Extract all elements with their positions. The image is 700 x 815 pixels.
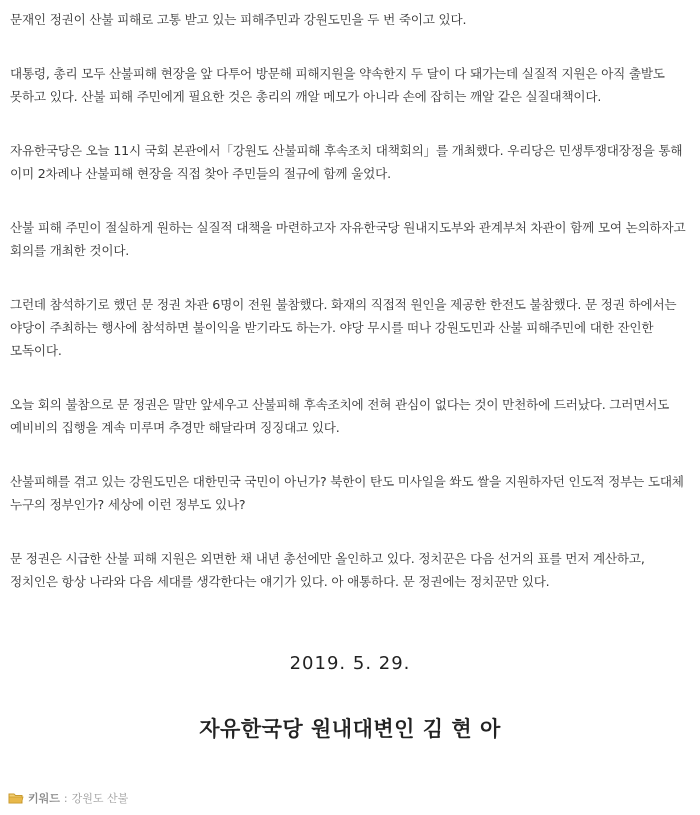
statement-paragraph: 그런데 참석하기로 했던 문 정권 차관 6명이 전원 불참했다. 화재의 직접적 원인을 제공한 한전도 불참했다. 문 정권 하에서는 야당이 주최하는 행사에 참석하면 불이익을 받기라도 하는가. 야당 무시를 떠나 강원도민과 산불 피해주민에 대한 잔인한 모독이다. — [10, 297, 677, 358]
folder-icon — [8, 792, 24, 804]
keyword-separator: : — [63, 791, 68, 805]
statement-paragraph: 산불피해를 겪고 있는 강원도민은 대한민국 국민이 아닌가? 북한이 탄도 미사일을 쏴도 쌀을 지원하자던 인도적 정부는 도대체 누구의 정부인가? 세상에 이런 정부도 있나? — [10, 474, 684, 512]
statement-paragraph: 자유한국당은 오늘 11시 국회 본관에서「강원도 산불피해 후속조치 대책회의」를 개최했다. 우리당은 민생투쟁대장정을 통해 이미 2차례나 산불피해 현장을 직접 찾아 주민들의 절규에 함께 울었다. — [10, 143, 683, 181]
statement-paragraph: 산불 피해 주민이 절실하게 원하는 실질적 대책을 마련하고자 자유한국당 원내지도부와 관계부처 차관이 함께 모여 논의하자고 회의를 개최한 것이다. — [10, 220, 686, 258]
keyword-bar — [8, 789, 128, 807]
keyword-label: 키워드 — [28, 792, 60, 805]
keyword-link[interactable]: 강원도 산불 — [71, 792, 129, 805]
statement-date: 2019. 5. 29. — [289, 653, 411, 674]
statement-paragraph: 대통령, 총리 모두 산불피해 현장을 앞 다투어 방문해 피해지원을 약속한지 두 달이 다 돼가는데 실질적 지원은 아직 출발도 못하고 있다. 산불 피해 주민에게 필요한 것은 총리의 깨알 메모가 아니라 손에 잡히는 깨알 같은 실질대책이다. — [10, 66, 665, 104]
statement-paragraph: 오늘 회의 불참으로 문 정권은 말만 앞세우고 산불피해 후속조치에 전혀 관심이 없다는 것이 만천하에 드러났다. 그러면서도 예비비의 집행을 계속 미루며 추경만 해달라며 징징대고 있다. — [10, 397, 670, 435]
statement-signature: 자유한국당 원내대변인 김 현 아 — [199, 717, 501, 741]
statement-body — [10, 8, 692, 624]
statement-paragraph: 문재인 정권이 산불 피해로 고통 받고 있는 피해주민과 강원도민을 두 번 죽이고 있다. — [10, 12, 467, 27]
statement-paragraph: 문 정권은 시급한 산불 피해 지원은 외면한 채 내년 총선에만 올인하고 있다. 정치꾼은 다음 선거의 표를 먼저 계산하고, 정치인은 항상 나라와 다음 세대를 생각한다는 얘기가 있다. 아 애통하다. 문 정권에는 정치꾼만 있다. — [10, 551, 645, 589]
